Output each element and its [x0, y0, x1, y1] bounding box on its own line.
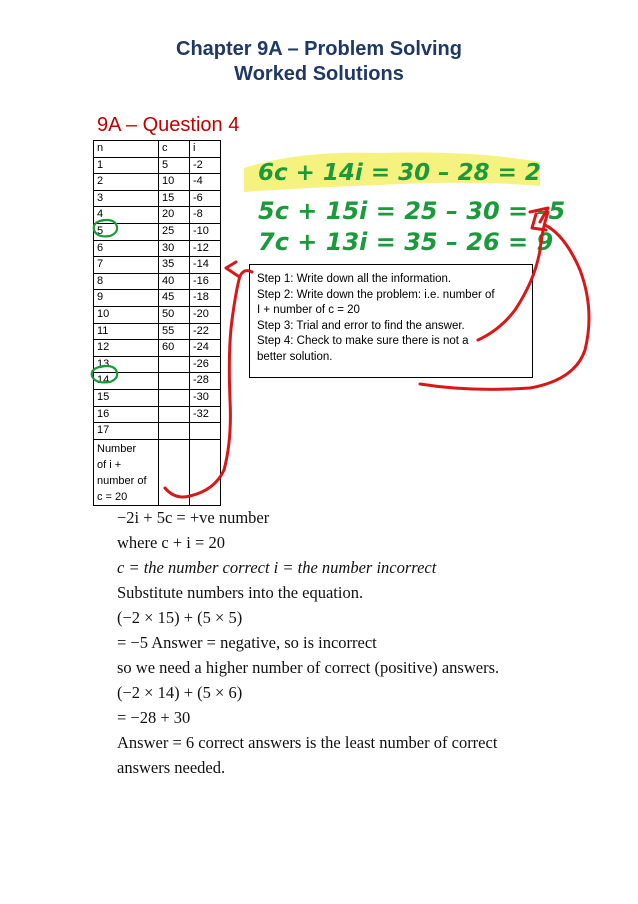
table-cell: -2 — [190, 157, 221, 174]
table-cell: -6 — [190, 190, 221, 207]
handwritten-equation-2: 5c + 15i = 25 – 30 = –5 — [258, 197, 566, 225]
table-cell: 11 — [94, 323, 159, 340]
table-cell: -30 — [190, 389, 221, 406]
page-title-line2: Worked Solutions — [234, 63, 404, 85]
solution-line: (−2 × 15) + (5 × 5) — [117, 608, 243, 627]
solution-line: (−2 × 14) + (5 × 6) — [117, 683, 243, 702]
table-header-cell: c — [159, 141, 190, 158]
table-cell: -22 — [190, 323, 221, 340]
table-cell: 12 — [94, 340, 159, 357]
solution-line: where c + i = 20 — [117, 533, 225, 552]
table-cell: 25 — [159, 223, 190, 240]
page-title-line1: Chapter 9A – Problem Solving — [176, 38, 462, 60]
table-cell: 15 — [159, 190, 190, 207]
table-cell: 40 — [159, 273, 190, 290]
total-label-line: c = 20 — [97, 490, 128, 503]
table-cell: -14 — [190, 257, 221, 274]
table-cell: 17 — [94, 423, 159, 440]
table-cell: 3 — [94, 190, 159, 207]
solution-line: Substitute numbers into the equation. — [117, 583, 364, 602]
table-cell: -10 — [190, 223, 221, 240]
total-label-line: Number — [97, 442, 137, 455]
table-cell: 30 — [159, 240, 190, 257]
table-header-cell: i — [190, 141, 221, 158]
solution-line: so we need a higher number of correct (positive) answers. — [117, 658, 500, 677]
red-arrowhead-left — [226, 262, 238, 276]
table-cell: -32 — [190, 406, 221, 423]
table-cell: 55 — [159, 323, 190, 340]
table-cell: 35 — [159, 257, 190, 274]
table-cell: -20 — [190, 306, 221, 323]
handwritten-equation-3: 7c + 13i = 35 – 26 = 9 — [258, 228, 554, 256]
table-cell: 50 — [159, 306, 190, 323]
table-header-cell: n — [94, 141, 159, 158]
red-stroke-through — [478, 212, 548, 340]
table-cell: 5 — [159, 157, 190, 174]
table-cell: 6 — [94, 240, 159, 257]
step-line: Step 1: Write down all the information. — [257, 273, 452, 285]
worked-solution — [117, 505, 537, 780]
table-cell: 60 — [159, 340, 190, 357]
table-cell: 10 — [94, 306, 159, 323]
table-cell: -12 — [190, 240, 221, 257]
table-cell: -24 — [190, 340, 221, 357]
table-cell: 45 — [159, 290, 190, 307]
table-cell: 5 — [94, 223, 159, 240]
table-cell: 15 — [94, 389, 159, 406]
step-line: Step 2: Write down the problem: i.e. number of — [257, 288, 495, 301]
table-cell: 2 — [94, 174, 159, 191]
handwritten-equation-1: 6c + 14i = 30 – 28 = 2 — [258, 160, 541, 186]
solution-line: = −5 Answer = negative, so is incorrect — [117, 633, 377, 652]
red-arrow-step-box — [420, 225, 589, 389]
total-label-line: number of — [97, 474, 147, 487]
solution-line: = −28 + 30 — [117, 708, 191, 727]
table-cell: -26 — [190, 356, 221, 373]
table-cell: 10 — [159, 174, 190, 191]
solution-line: c = the number correct i = the number incorrect — [117, 558, 437, 577]
solution-line: answers needed. — [117, 758, 226, 777]
table-cell: 20 — [159, 207, 190, 224]
question-heading: 9A – Question 4 — [97, 114, 240, 136]
table-cell: 9 — [94, 290, 159, 307]
table-cell: 7 — [94, 257, 159, 274]
solution-line: Answer = 6 correct answers is the least number of correct — [117, 733, 498, 752]
step-line: better solution. — [257, 350, 333, 363]
table-cell: 16 — [94, 406, 159, 423]
table-cell: -8 — [190, 207, 221, 224]
step-line: Step 4: Check to make sure there is not a — [257, 335, 469, 347]
table-cell: -18 — [190, 290, 221, 307]
green-circle-row-14 — [92, 366, 117, 382]
solution-line: −2i + 5c = +ve number — [117, 508, 270, 527]
table-cell: -4 — [190, 174, 221, 191]
table-cell: 13 — [94, 356, 159, 373]
table-cell: -28 — [190, 373, 221, 390]
table-cell: 8 — [94, 273, 159, 290]
table-cell: 14 — [94, 373, 159, 390]
green-circle-row-5 — [94, 220, 117, 236]
step-line: I + number of c = 20 — [257, 304, 360, 316]
table-cell: 4 — [94, 207, 159, 224]
total-label-line: of i + — [97, 458, 122, 471]
table-cell: 1 — [94, 157, 159, 174]
table-cell: -16 — [190, 273, 221, 290]
step-line: Step 3: Trial and error to find the answer. — [257, 319, 465, 332]
red-arrow-to-table — [165, 271, 252, 497]
